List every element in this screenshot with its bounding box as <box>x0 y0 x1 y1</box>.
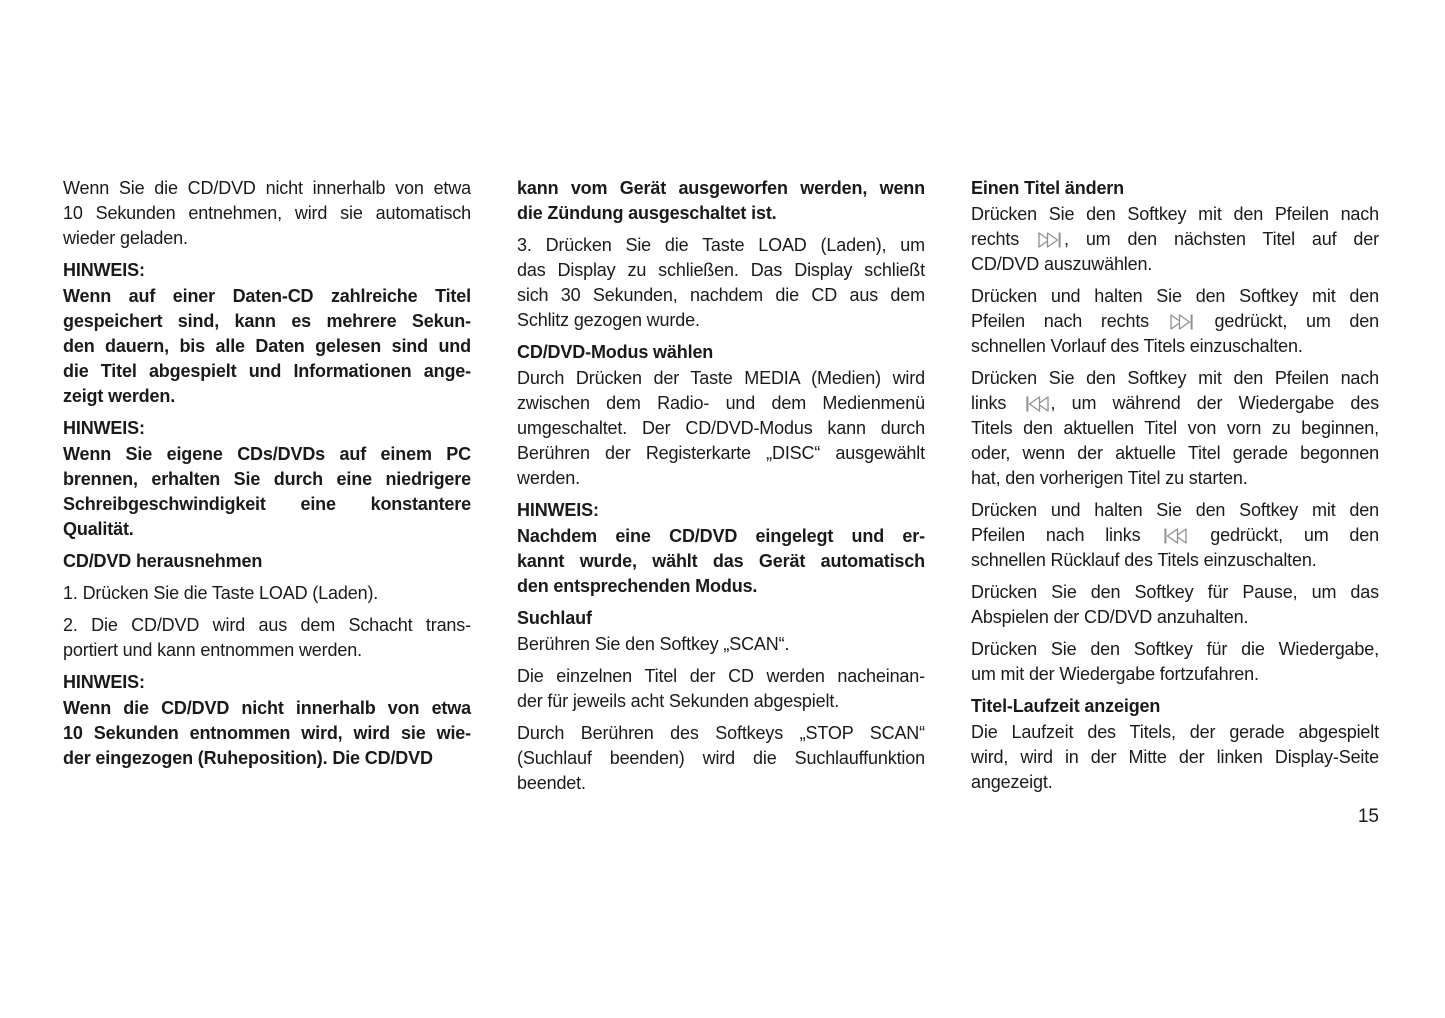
text-line: portiert und kann entnommen werden. <box>63 640 362 660</box>
section-heading <box>971 694 1379 719</box>
paragraph <box>971 637 1379 687</box>
text-line: den dauern, bis alle Daten gelesen sind und <box>63 336 471 356</box>
text-line: Drücken Sie den Softkey für Pause, um das <box>971 582 1379 602</box>
section-heading <box>63 549 471 574</box>
note-label <box>63 258 471 283</box>
text-column-right <box>971 176 1379 795</box>
text-line: 10 Sekunden entnehmen, wird sie automatisch <box>63 203 471 223</box>
text-column-middle <box>517 176 925 796</box>
text-line: wieder geladen. <box>63 228 188 248</box>
note-label <box>517 498 925 523</box>
text-line: CD/DVD auszuwählen. <box>971 254 1153 274</box>
text-line: CD/DVD herausnehmen <box>63 551 263 571</box>
paragraph <box>63 176 471 251</box>
text-line: Titels den aktuellen Titel von vorn zu beginnen, <box>971 418 1379 438</box>
text-line: 2. Die CD/DVD wird aus dem Schacht trans- <box>63 615 471 635</box>
text-line: beendet. <box>517 773 586 793</box>
text-line: angezeigt. <box>971 772 1053 792</box>
text-line: den entsprechenden Modus. <box>517 576 758 596</box>
bold-paragraph <box>63 696 471 771</box>
text-line: zwischen dem Radio- und dem Medienmenü <box>517 393 925 413</box>
text-line: kannt wurde, wählt das Gerät automatisch <box>517 551 925 571</box>
text-line: HINWEIS: <box>63 672 145 692</box>
paragraph <box>971 284 1379 359</box>
text-line: Die Laufzeit des Titels, der gerade abgespielt <box>971 722 1379 742</box>
section-heading <box>517 340 925 365</box>
text-line: schnellen Vorlauf des Titels einzuschalten. <box>971 336 1303 356</box>
text-line: die Titel abgespielt und Informationen ange- <box>63 361 471 381</box>
bold-paragraph <box>517 524 925 599</box>
text-line: Drücken Sie den Softkey für die Wiedergabe, <box>971 639 1379 659</box>
text-line: der eingezogen (Ruheposition). Die CD/DVD <box>63 748 433 768</box>
text-line: oder, wenn der aktuelle Titel gerade begonnen <box>971 443 1379 463</box>
text-line: Suchlauf <box>517 608 592 628</box>
note-label <box>63 416 471 441</box>
note-label <box>63 670 471 695</box>
text-line: um mit der Wiedergabe fortzufahren. <box>971 664 1259 684</box>
text-line: Titel-Laufzeit anzeigen <box>971 696 1161 716</box>
section-heading <box>971 176 1379 201</box>
text-line: Drücken und halten Sie den Softkey mit den <box>971 500 1379 520</box>
text-line: zeigt werden. <box>63 386 176 406</box>
previous-track-icon <box>1023 396 1051 412</box>
text-line: die Zündung ausgeschaltet ist. <box>517 203 777 223</box>
paragraph <box>971 366 1379 491</box>
text-line: Wenn Sie eigene CDs/DVDs auf einem PC <box>63 444 471 464</box>
text-line: Durch Drücken der Taste MEDIA (Medien) wird <box>517 368 925 388</box>
text-column-left <box>63 176 471 771</box>
text-line: Wenn die CD/DVD nicht innerhalb von etwa <box>63 698 471 718</box>
text-line: das Display zu schließen. Das Display schließt <box>517 260 925 280</box>
text-line: HINWEIS: <box>517 500 599 520</box>
text-line: Wenn auf einer Daten-CD zahlreiche Titel <box>63 286 471 306</box>
text-line: 1. Drücken Sie die Taste LOAD (Laden). <box>63 583 379 603</box>
text-line: sich 30 Sekunden, nachdem die CD aus dem <box>517 285 925 305</box>
text-line: HINWEIS: <box>63 418 145 438</box>
text-line: Pfeilen nach rechts gedrückt, um den <box>971 311 1379 331</box>
paragraph <box>517 366 925 491</box>
text-line: Drücken Sie den Softkey mit den Pfeilen nach <box>971 368 1379 388</box>
text-line: kann vom Gerät ausgeworfen werden, wenn <box>517 178 925 198</box>
paragraph <box>63 613 471 663</box>
paragraph <box>971 498 1379 573</box>
page-number: 15 <box>1357 806 1379 827</box>
text-line: rechts , um den nächsten Titel auf der <box>971 229 1380 249</box>
text-line: Durch Berühren des Softkeys „STOP SCAN“ <box>517 723 925 743</box>
next-track-icon <box>1036 232 1064 248</box>
text-line: Schreibgeschwindigkeit eine konstantere <box>63 494 471 514</box>
paragraph <box>517 233 925 333</box>
text-line: Pfeilen nach links gedrückt, um den <box>971 525 1380 545</box>
text-line: Berühren Sie den Softkey „SCAN“. <box>517 634 790 654</box>
text-line: links , um während der Wiedergabe des <box>971 393 1379 413</box>
text-line: Einen Titel ändern <box>971 178 1124 198</box>
text-line: Wenn Sie die CD/DVD nicht innerhalb von etwa <box>63 178 471 198</box>
text-line: werden. <box>517 468 580 488</box>
text-line: brennen, erhalten Sie durch eine niedrigere <box>63 469 471 489</box>
previous-track-icon <box>1161 528 1189 544</box>
bold-paragraph <box>517 176 925 226</box>
text-line: umgeschaltet. Der CD/DVD-Modus kann durch <box>517 418 925 438</box>
text-line: wird, wird in der Mitte der linken Display-Seite <box>971 747 1379 767</box>
text-line: Schlitz gezogen wurde. <box>517 310 700 330</box>
text-line: Die einzelnen Titel der CD werden nacheinan- <box>517 666 925 686</box>
text-line: 10 Sekunden entnommen wird, wird sie wie- <box>63 723 471 743</box>
text-line: 3. Drücken Sie die Taste LOAD (Laden), um <box>517 235 925 255</box>
text-line: Drücken und halten Sie den Softkey mit den <box>971 286 1379 306</box>
text-line: (Suchlauf beenden) wird die Suchlauffunktion <box>517 748 925 768</box>
paragraph <box>517 721 925 796</box>
section-heading <box>517 606 925 631</box>
paragraph <box>517 632 925 657</box>
text-line: Nachdem eine CD/DVD eingelegt und er- <box>517 526 925 546</box>
text-line: Qualität. <box>63 519 134 539</box>
paragraph <box>517 664 925 714</box>
text-line: der für jeweils acht Sekunden abgespielt. <box>517 691 840 711</box>
text-line: Abspielen der CD/DVD anzuhalten. <box>971 607 1249 627</box>
bold-paragraph <box>63 442 471 542</box>
text-line: schnellen Rücklauf des Titels einzuschalten. <box>971 550 1317 570</box>
next-track-icon <box>1168 314 1196 330</box>
text-line: HINWEIS: <box>63 260 145 280</box>
paragraph <box>971 720 1379 795</box>
text-line: Berühren der Registerkarte „DISC“ ausgewählt <box>517 443 925 463</box>
bold-paragraph <box>63 284 471 409</box>
text-line: hat, den vorherigen Titel zu starten. <box>971 468 1248 488</box>
paragraph <box>63 581 471 606</box>
paragraph <box>971 202 1379 277</box>
text-line: CD/DVD-Modus wählen <box>517 342 714 362</box>
text-line: gespeichert sind, kann es mehrere Sekun- <box>63 311 471 331</box>
paragraph <box>971 580 1379 630</box>
text-line: Drücken Sie den Softkey mit den Pfeilen nach <box>971 204 1379 224</box>
